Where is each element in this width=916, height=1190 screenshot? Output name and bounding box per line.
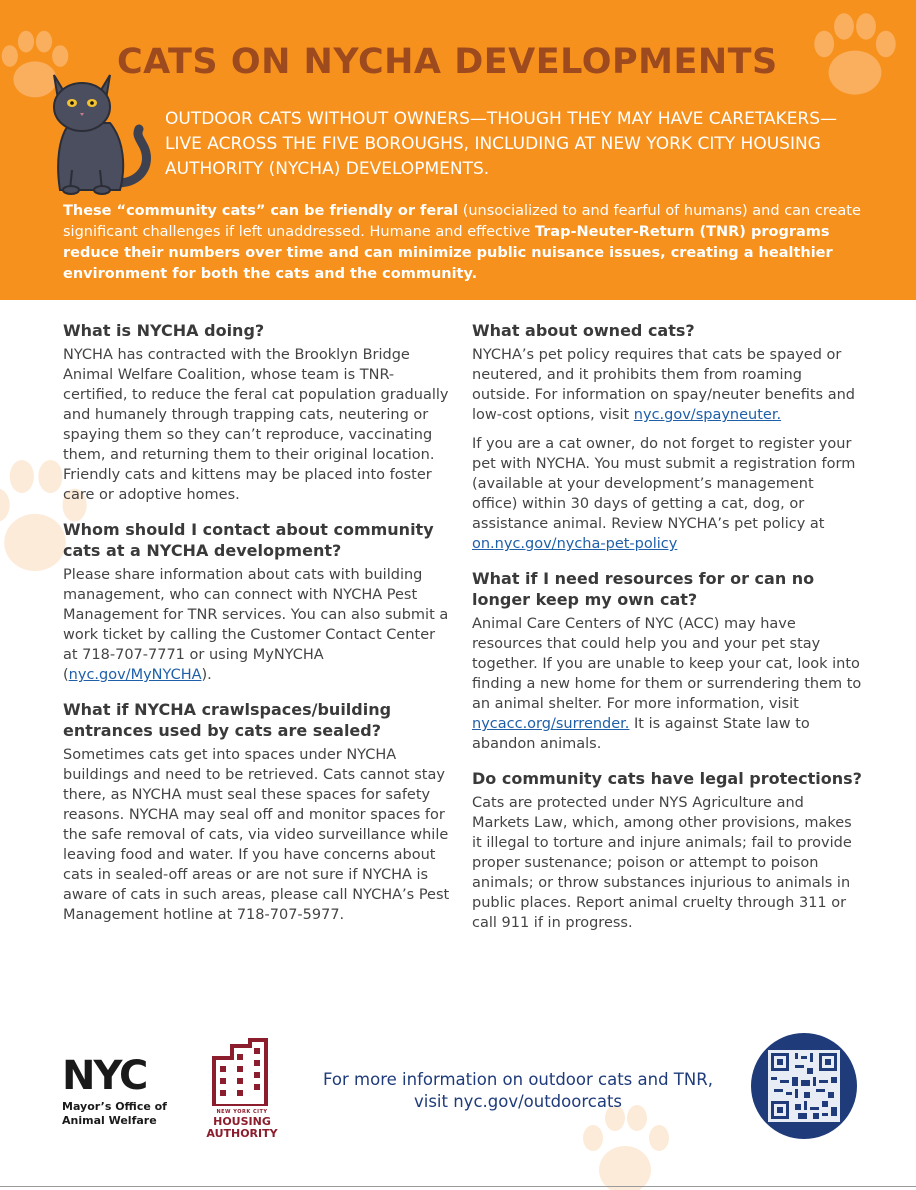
- building-icon: [210, 1038, 274, 1106]
- section-body: [472, 345, 862, 425]
- nycha-logo: [202, 1038, 282, 1138]
- section-text: Please share information about cats with building management, who can connect with NYCHA Pest Management for TNR services. You can also submit a work ticket by calling the Customer Contact Center at 718-707-7771 or using MyNYCHA (: [63, 567, 449, 683]
- left-column: [63, 320, 453, 939]
- page-title: CATS ON NYCHA DEVELOPMENTS: [117, 42, 778, 82]
- intro-text-bold: programs reduce their numbers over time and can minimize public nuisance issues, creating a healthier environment for both the cats and the community.: [63, 224, 833, 282]
- section-body: [472, 614, 862, 754]
- housing-authority-wordmark: [202, 1108, 282, 1140]
- nycha-logo-authority: AUTHORITY: [206, 1127, 278, 1140]
- mynycha-link[interactable]: nyc.gov/MyNYCHA: [68, 667, 202, 683]
- section-text: It is against State law to abandon animals.: [472, 716, 810, 752]
- section-what-is-nycha-doing: [63, 320, 453, 505]
- nycha-logo-small-text: NEW YORK CITY: [216, 1109, 268, 1115]
- intro-paragraph: [63, 201, 863, 285]
- section-text: NYCHA’s pet policy requires that cats be spayed or neutered, and it prohibits them from roaming outside. For information on spay/neuter benefits and low-cost options, visit: [472, 347, 855, 423]
- section-body: [472, 434, 862, 554]
- section-body: Sometimes cats get into spaces under NYCHA buildings and need to be retrieved. Cats cannot stay there, as NYCHA must seal these spaces for safety reasons. NYCHA may seal off and monitor spaces for the safe removal of cats, via video surveillance while leaving food and water. If you have concerns about cats in sealed-off areas or are not sure if NYCHA is aware of cats in such areas, please call NYCHA’s Pest Management hotline at 718-707-5977.: [63, 747, 450, 923]
- pet-policy-link[interactable]: on.nyc.gov/nycha-pet-policy: [472, 536, 678, 552]
- intro-text-bold: These “community cats” can be friendly or feral: [63, 203, 459, 219]
- section-heading: What if I need resources for or can no longer keep my own cat?: [472, 569, 815, 609]
- cat-illustration-icon: [40, 65, 160, 195]
- section-heading: What is NYCHA doing?: [63, 321, 265, 340]
- right-column: [472, 320, 862, 947]
- mayors-office-label: Mayor’s Office of Animal Welfare: [62, 1100, 167, 1127]
- section-body: [63, 565, 453, 685]
- more-info-text: For more information on outdoor cats and TNR, visit nyc.gov/outdoorcats: [323, 1070, 713, 1111]
- section-heading: Whom should I contact about community cats at a NYCHA development?: [63, 520, 434, 560]
- intro-text: (unsocialized to and fearful of humans) and can create significant challenges if left unaddressed. Humane and effective: [63, 203, 861, 240]
- section-crawlspaces-sealed: [63, 699, 453, 925]
- section-heading: Do community cats have legal protections?: [472, 769, 862, 788]
- nyc-logo-mark: NYC: [62, 1053, 147, 1099]
- section-text: Animal Care Centers of NYC (ACC) may have resources that could help you and your pet stay together. If you are unable to keep your cat, look into finding a new home for them or surrendering them to an animal shelter. For more information, visit: [472, 616, 862, 712]
- section-resources-own-cat: [472, 568, 862, 754]
- section-text: If you are a cat owner, do not forget to register your pet with NYCHA. You must submit a registration form (available at your development’s management office) within 30 days of getting a cat, dog, or assistance animal. Review NYCHA’s pet policy at: [472, 436, 856, 532]
- section-heading: What about owned cats?: [472, 321, 695, 340]
- divider: [0, 1186, 916, 1187]
- paw-print-icon: [790, 0, 916, 110]
- intro-text-bold: Trap-Neuter-Return (TNR): [534, 224, 746, 240]
- nycha-logo-housing: HOUSING: [213, 1115, 271, 1128]
- section-text: ).: [201, 667, 212, 683]
- header-subtitle: OUTDOOR CATS WITHOUT OWNERS—THOUGH THEY MAY HAVE CARETAKERS—LIVE ACROSS THE FIVE BOROUGHS, INCLUDING AT NEW YORK CITY HOUSING AUTHORITY (NYCHA) DEVELOPMENTS.: [165, 109, 838, 179]
- surrender-link[interactable]: nycacc.org/surrender.: [472, 716, 630, 732]
- section-heading: What if NYCHA crawlspaces/building entrances used by cats are sealed?: [63, 700, 392, 740]
- section-body: NYCHA has contracted with the Brooklyn Bridge Animal Welfare Coalition, whose team is TNR-certified, to reduce the feral cat population gradually and humanely through trapping cats, neutering or spaying them so they can’t reproduce, vaccinating them, and returning them to their original location. Friendly cats and kittens may be placed into foster care or adoptive homes.: [63, 347, 449, 503]
- qr-code-icon: [768, 1050, 840, 1122]
- nyc-mayors-office-logo: [62, 1053, 182, 1131]
- section-legal-protections: [472, 768, 862, 933]
- qr-code[interactable]: [751, 1033, 857, 1139]
- section-body: Cats are protected under NYS Agriculture and Markets Law, which, among other provisions, makes it illegal to torture and injure animals; fail to provide proper sustenance; poison or attempt to poison animals; or throw substances injurious to animals in public places. Report animal cruelty through 311 or call 911 if in progress.: [472, 795, 852, 931]
- section-owned-cats: [472, 320, 862, 554]
- section-whom-to-contact: [63, 519, 453, 685]
- spayneuter-link[interactable]: nyc.gov/spayneuter.: [633, 407, 782, 423]
- header-banner: [0, 0, 916, 300]
